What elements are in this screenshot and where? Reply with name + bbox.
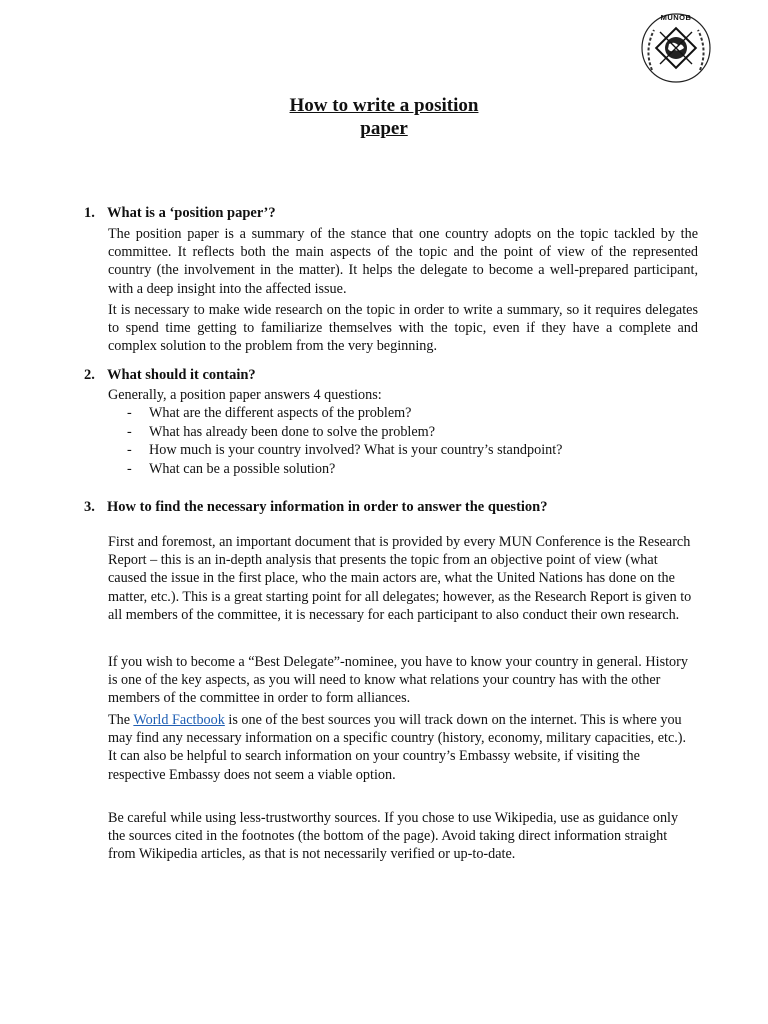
section-2-intro: Generally, a position paper answers 4 questions: (108, 387, 382, 403)
world-factbook-link[interactable]: World Factbook (133, 712, 225, 728)
title-line-1: How to write a position (289, 95, 479, 116)
section-1-heading (84, 205, 276, 222)
section-3-paragraph-2: If you wish to become a “Best Delegate”-nominee, you have to know your country in general. History is one of the key aspects, as you will need to know what relations your country has with the other members of the committee in order to form alliances. (108, 654, 688, 707)
munob-logo (638, 8, 714, 84)
list-item: - What are the different aspects of the problem? (127, 405, 412, 421)
section-1-paragraph-2: It is necessary to make wide research on the topic in order to write a summary, so it requires delegates to spend time getting to familiarize themselves with the topic, even if they have a complete and complex solution to the problem from the very beginning. (108, 302, 698, 355)
logo-text: MUNOB (660, 13, 692, 22)
section-2-number: 2. (84, 367, 95, 383)
section-3-paragraph-1: First and foremost, an important document that is provided by every MUN Conference is the Research Report – this is an in-depth analysis that presents the topic from an objective point of view (what caused the issue in the first place, who the main actors are, what the United Nations has done on the matter, etc.). This is a great starting point for all delegates; however, as the Research Report is given to all members of the committee, it is necessary for each participant to also conduct their own research. (108, 534, 692, 623)
section-3-paragraph-3: The World Factbook is one of the best sources you will track down on the internet. This is where you may find any necessary information on a specific country (history, economy, military capacities, etc.). It can also be helpful to search information on your country’s Embassy website, if visiting the respective Embassy does not seem a viable option. (108, 712, 687, 783)
section-3-title: How to find the necessary information in order to answer the question? (107, 499, 548, 515)
section-1-title: What is a ‘position paper’? (107, 205, 276, 221)
list-item: - How much is your country involved? What is your country’s standpoint? (127, 442, 563, 458)
section-2-heading (84, 367, 256, 384)
list-item: - What can be a possible solution? (127, 460, 336, 477)
section-1-paragraph-1: The position paper is a summary of the stance that one country adopts on the topic tackled by the committee. It reflects both the main aspects of the topic and the point of view of the represented country (the involvement in the matter). It helps the delegate to become a well-prepared participant, with a deep insight into the affected issue. (108, 226, 698, 297)
section-3-paragraph-4: Be careful while using less-trustworthy sources. If you chose to use Wikipedia, use as guidance only the sources cited in the footnotes (the bottom of the page). Avoid taking direct information straight from Wikipedia articles, as that is not necessarily verified or up-to-date. (108, 810, 679, 863)
page-title (0, 94, 768, 140)
section-2-title: What should it contain? (107, 367, 256, 383)
section-3-number: 3. (84, 499, 95, 515)
title-line-2: paper (360, 118, 408, 139)
section-1-number: 1. (84, 205, 95, 221)
list-item: - What has already been done to solve the problem? (127, 423, 436, 440)
section-2-bullet-list (108, 404, 708, 478)
section-3-heading (84, 499, 548, 516)
